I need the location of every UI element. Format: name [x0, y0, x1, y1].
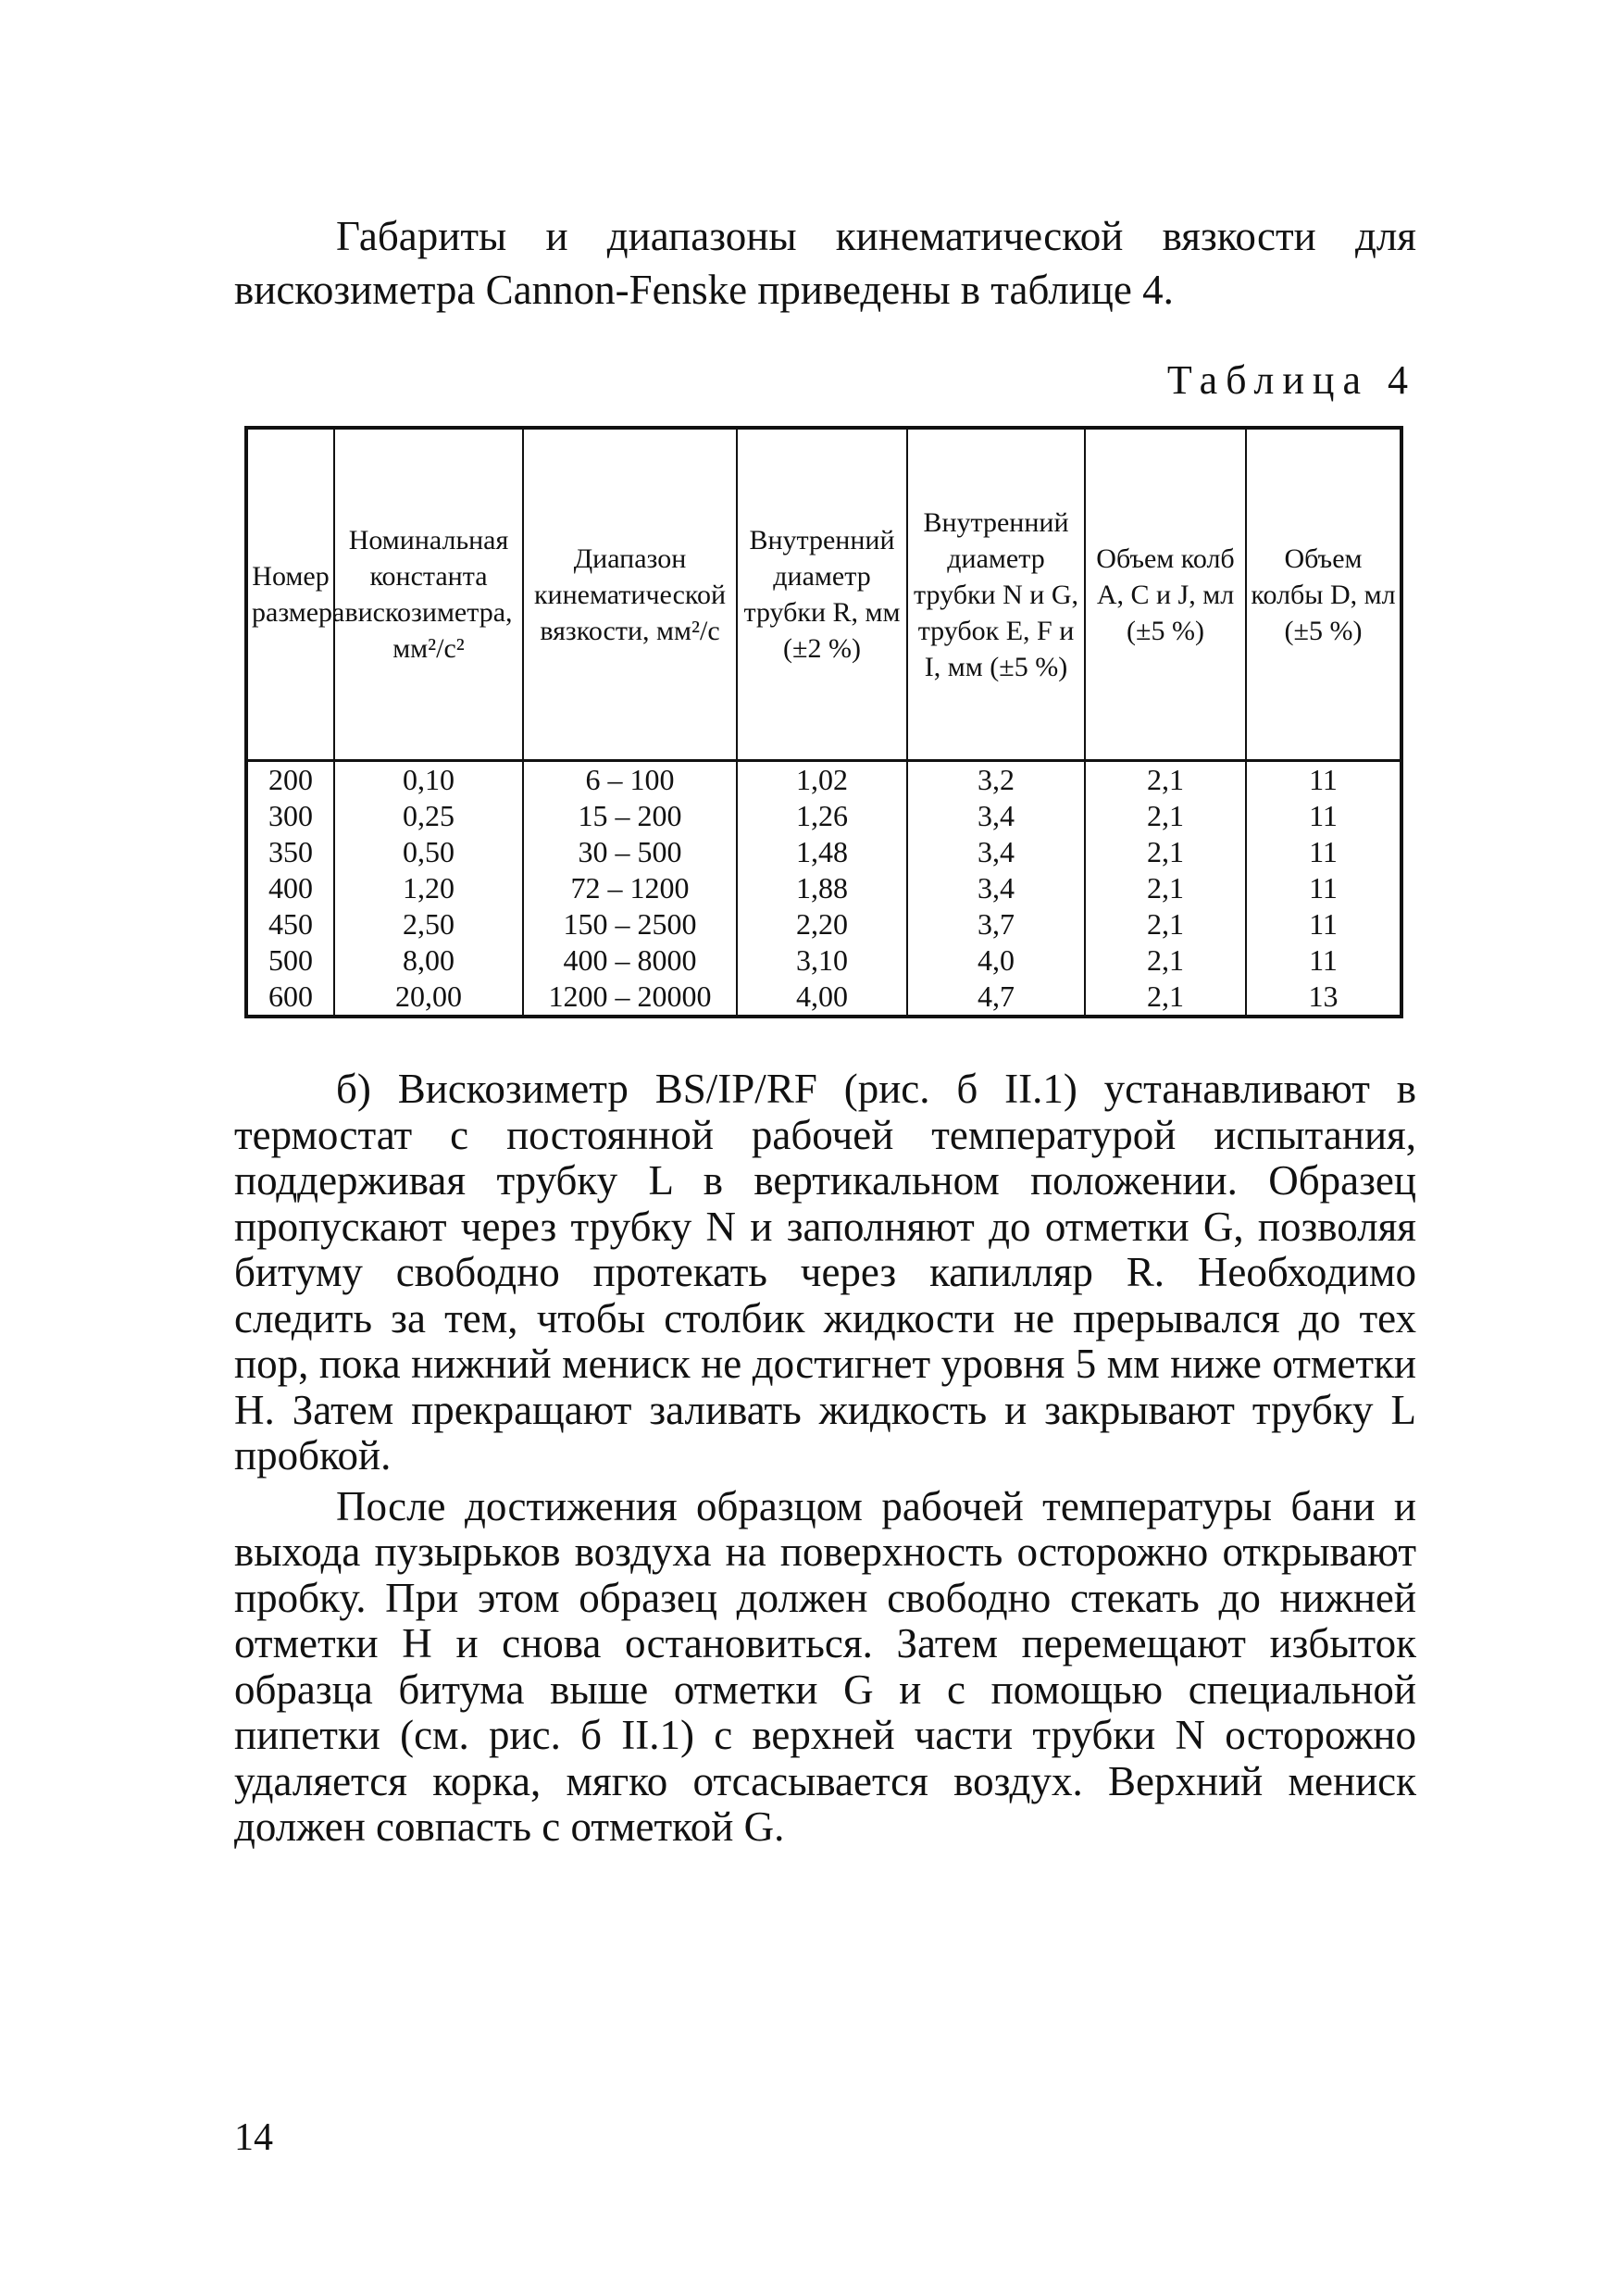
table-cell: 2,1	[1085, 942, 1246, 979]
table-row	[246, 942, 1401, 979]
table-cell: 4,00	[737, 979, 907, 1017]
header-bulb-acj-volume: Объем колб A, C и J, мл (±5 %)	[1085, 428, 1246, 761]
table-cell: 8,00	[334, 942, 523, 979]
table-cell: 13	[1246, 979, 1401, 1017]
table-cell: 0,50	[334, 834, 523, 870]
table-cell: 11	[1246, 942, 1401, 979]
table-header-row	[246, 428, 1401, 761]
table-cell: 4,7	[907, 979, 1085, 1017]
table-cell: 11	[1246, 906, 1401, 942]
body-text	[234, 1067, 1416, 1851]
page-number: 14	[234, 2116, 273, 2159]
table-cell: 11	[1246, 870, 1401, 906]
table-row	[246, 834, 1401, 870]
table-cell: 2,20	[737, 906, 907, 942]
table-row	[246, 761, 1401, 799]
table-cell: 6 – 100	[523, 761, 737, 799]
table-cell: 1,20	[334, 870, 523, 906]
paragraph-after-temperature: После достижения образцом рабочей температуры бани и выхода пузырьков воздуха на поверхность осторожно открывают пробку. При этом образец должен свободно стекать до нижней отметки H и снова остановиться. Затем перемещают избыток образца битума выше отметки G и с помощью специальной пипетки (см. рис. б II.1) с верхней части трубки N осторожно удаляется корка, мягко отсасывается воздух. Верхний мениск должен совпасть с отметкой G.	[234, 1482, 1416, 1850]
table-container	[244, 426, 1400, 1018]
table-cell: 3,2	[907, 761, 1085, 799]
table-cell: 300	[246, 798, 334, 834]
table-cell: 400 – 8000	[523, 942, 737, 979]
table-cell: 0,10	[334, 761, 523, 799]
table-cell: 2,1	[1085, 834, 1246, 870]
table-caption: Таблица 4	[1166, 357, 1416, 403]
table-cell: 2,1	[1085, 761, 1246, 799]
viscometer-table	[244, 426, 1403, 1018]
intro-text: Габариты и диапазоны кинематической вязкости для вискозиметра Cannon-Fenske приведены в таблице 4.	[234, 213, 1416, 313]
table-cell: 1,26	[737, 798, 907, 834]
table-cell: 1200 – 20000	[523, 979, 737, 1017]
table-cell: 3,4	[907, 798, 1085, 834]
table-cell: 0,25	[334, 798, 523, 834]
table-cell: 3,4	[907, 834, 1085, 870]
table-cell: 3,7	[907, 906, 1085, 942]
paragraph-bs-ip-rf: б) Вискозиметр BS/IP/RF (рис. б II.1) устанавливают в термостат с постоянной рабочей температурой испытания, поддерживая трубку L в вертикальном положении. Образец пропускают через трубку N и заполняют до отметки G, позволяя битуму свободно протекать через капилляр R. Необходимо следить за тем, чтобы столбик жидкости не прерывался до тех пор, пока нижний мениск не достигнет уровня 5 мм ниже отметки H. Затем прекращают заливать жидкость и закрывают трубку L пробкой.	[234, 1066, 1416, 1479]
table-cell: 2,50	[334, 906, 523, 942]
table-cell: 11	[1246, 798, 1401, 834]
table-cell: 20,00	[334, 979, 523, 1017]
header-nominal-constant: Номинальная константа вискозиметра, мм²/с²	[334, 428, 523, 761]
table-cell: 350	[246, 834, 334, 870]
intro-paragraph	[234, 209, 1416, 317]
header-bulb-d-volume: Объем колбы D, мл (±5 %)	[1246, 428, 1401, 761]
table-row	[246, 906, 1401, 942]
table-cell: 11	[1246, 761, 1401, 799]
table-cell: 1,88	[737, 870, 907, 906]
table-cell: 150 – 2500	[523, 906, 737, 942]
table-cell: 3,10	[737, 942, 907, 979]
table-cell: 500	[246, 942, 334, 979]
table-cell: 3,4	[907, 870, 1085, 906]
table-row	[246, 798, 1401, 834]
table-cell: 450	[246, 906, 334, 942]
table-cell: 600	[246, 979, 334, 1017]
table-cell: 1,48	[737, 834, 907, 870]
table-cell: 2,1	[1085, 798, 1246, 834]
table-cell: 2,1	[1085, 870, 1246, 906]
table-cell: 4,0	[907, 942, 1085, 979]
table-cell: 30 – 500	[523, 834, 737, 870]
table-cell: 2,1	[1085, 906, 1246, 942]
table-cell: 200	[246, 761, 334, 799]
table-cell: 15 – 200	[523, 798, 737, 834]
table-cell: 72 – 1200	[523, 870, 737, 906]
header-viscosity-range: Диапазон кинематической вязкости, мм²/с	[523, 428, 737, 761]
table-cell: 2,1	[1085, 979, 1246, 1017]
header-tube-r-diameter: Внутренний диаметр трубки R, мм (±2 %)	[737, 428, 907, 761]
table-cell: 11	[1246, 834, 1401, 870]
table-cell: 1,02	[737, 761, 907, 799]
table-row	[246, 870, 1401, 906]
header-tube-ng-diameter: Внутренний диаметр трубки N и G, трубок E, F и I, мм (±5 %)	[907, 428, 1085, 761]
header-size-number: Номер размера	[246, 428, 334, 761]
table-cell: 400	[246, 870, 334, 906]
table-row	[246, 979, 1401, 1017]
